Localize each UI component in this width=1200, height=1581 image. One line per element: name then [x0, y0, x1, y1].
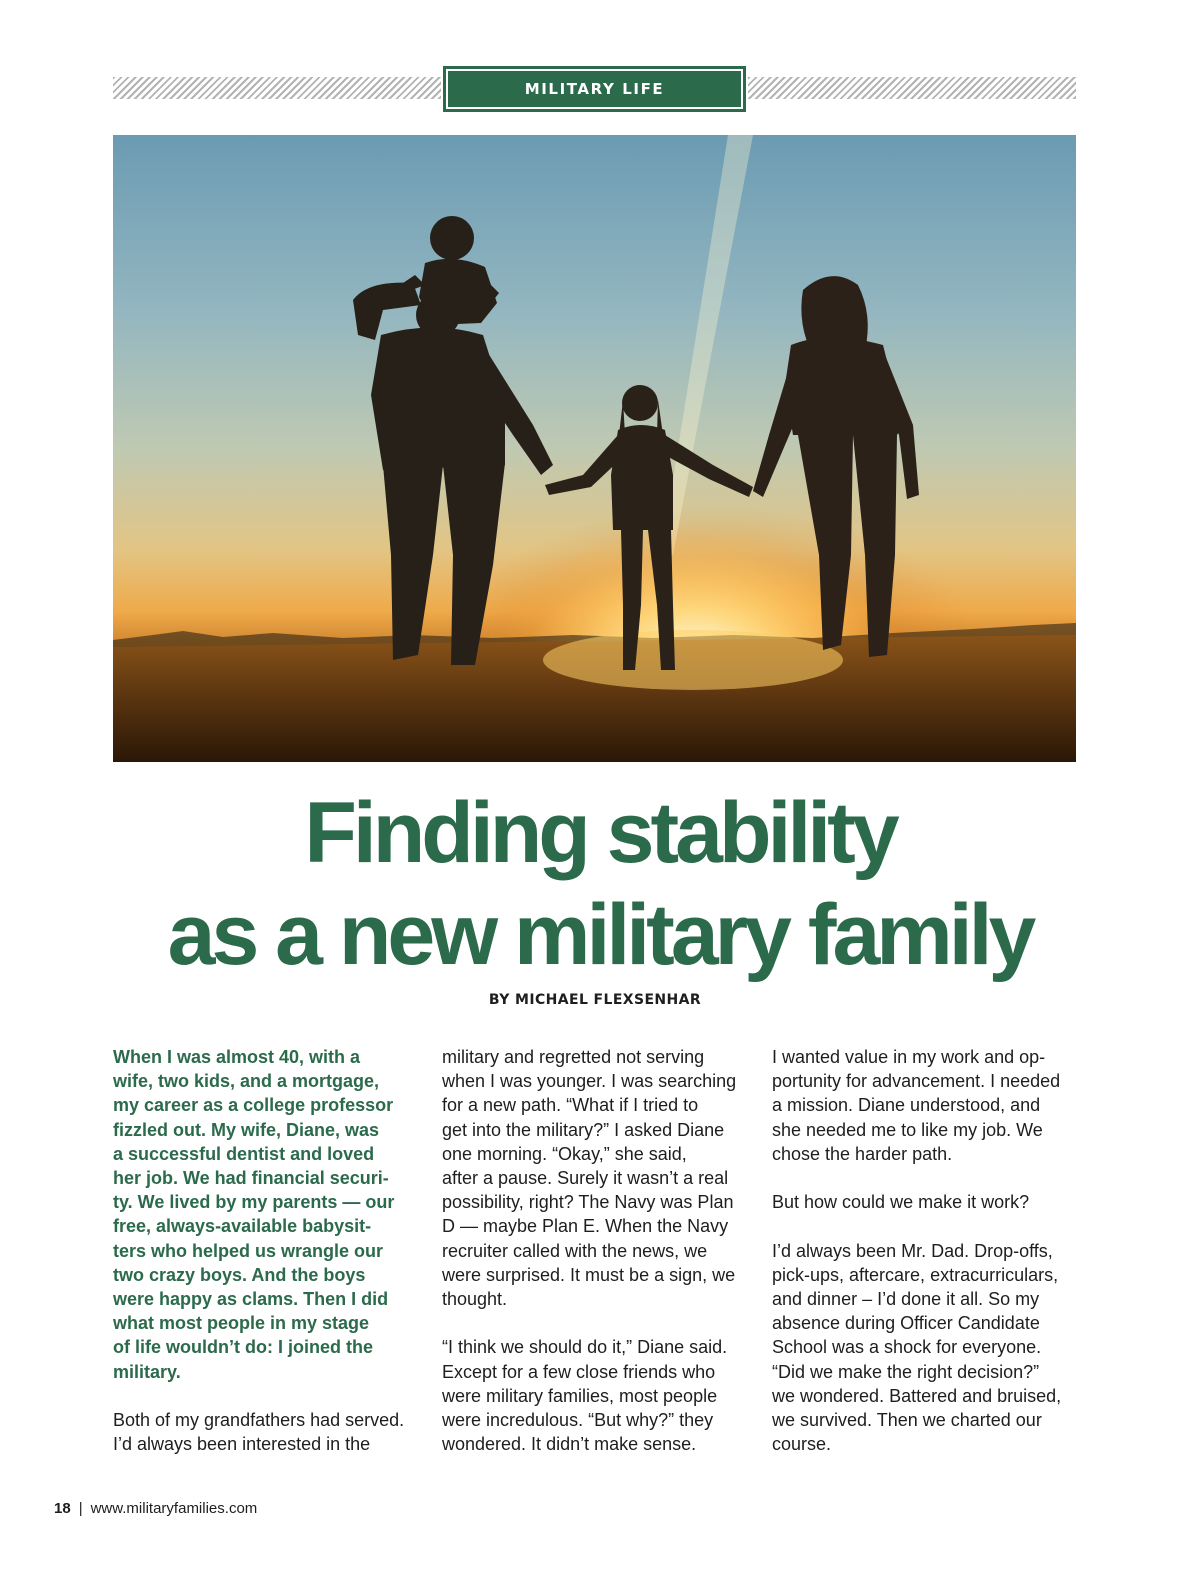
hero-photo: [113, 135, 1076, 762]
body-paragraph: Both of my grandfathers had served. I’d always been interested in the: [113, 1410, 405, 1455]
body-paragraph: I’d always been Mr. Dad. Drop-offs, pick-ups, aftercare, extracurriculars, and dinner – I’d done it all. So my absence during Officer Candidate School was a shock for everyone. “Did we make the right decision?” we wondered. Battered and bruised, we survived. Then we charted our course.: [772, 1240, 1062, 1455]
page-footer: [54, 1500, 257, 1517]
body-paragraph: But how could we make it work?: [772, 1192, 1030, 1213]
lede-paragraph: When I was almost 40, with a wife, two kids, and a mortgage, my career as a college professor fizzled out. My wife, Diane, was a successful dentist and loved her job. We had financial securi- ty. We lived by my parents — our free, always-available babysit- ters who helped us wrangle our two crazy boys. And the boys were happy as clams. Then I did what most people in my stage of life wouldn’t do: I joined the military.: [113, 1047, 395, 1382]
section-header: [113, 66, 1076, 112]
article-title-line1: Finding stability: [304, 785, 896, 881]
body-paragraph: I wanted value in my work and op- portunity for advancement. I needed a mission. Diane understood, and she needed me to like my job. We chose the harder path.: [772, 1047, 1061, 1164]
hatch-rule-left: [113, 77, 441, 99]
article-title-line2: as a new military family: [167, 887, 1033, 983]
family-silhouette-icon: [113, 135, 1076, 762]
byline: BY MICHAEL FLEXSENHAR: [488, 992, 702, 1008]
website-link[interactable]: www.militaryfamilies.com: [90, 1500, 258, 1517]
article-column-1: [113, 1045, 418, 1481]
hatch-rule-right: [748, 77, 1076, 99]
article-title: [60, 782, 1140, 986]
article-column-2: [442, 1045, 747, 1481]
body-paragraph: “I think we should do it,” Diane said. Except for a few close friends who were military families, most people were incredulous. “But why?” they wondered. It didn’t make sense.: [442, 1337, 728, 1455]
body-paragraph: military and regretted not serving when I was younger. I was searching for a new path. “What if I tried to get into the military?” I asked Diane one morning. “Okay,” she said, after a pause. Surely it wasn’t a real possibility, right? The Navy was Plan D — maybe Plan E. When the Navy recruiter called with the news, we were surprised. It must be a sign, we thought.: [442, 1047, 737, 1310]
page-number: 18: [54, 1500, 71, 1517]
section-label: MILITARY LIFE: [443, 66, 746, 112]
footer-separator: |: [78, 1500, 83, 1517]
article-column-3: [772, 1045, 1082, 1481]
